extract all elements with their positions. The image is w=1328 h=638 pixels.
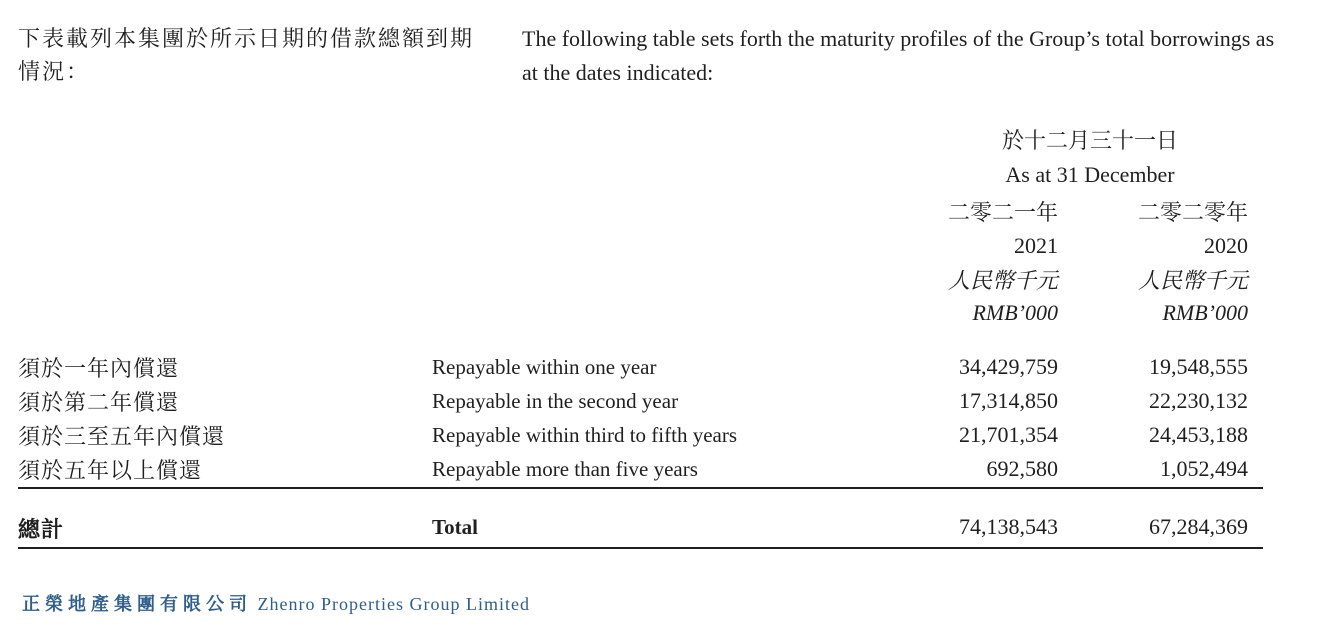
total-label-zh: 總計 [18,517,65,542]
footer-company-zh: 正榮地產集團有限公司 [22,594,252,614]
row-label-zh: 須於三至五年內償還 [18,424,226,449]
row-value-2020: 1,052,494 [1160,456,1248,481]
col-2021-unit-en: RMB’000 [972,300,1058,325]
row-label-en: Repayable within one year [432,355,657,379]
intro-text-en: The following table sets forth the maturity profiles of the Group’s total borrowings as at the dates indicated: [522,26,1275,85]
col-2020-year-zh: 二零二零年 [1137,200,1248,225]
total-rule [18,547,1263,549]
row-label-zh: 須於第二年償還 [18,390,180,415]
row-label-zh: 須於一年內償還 [18,356,180,381]
col-2020-unit-zh: 人民幣千元 [1137,268,1248,293]
total-value-2021: 74,138,543 [959,514,1058,539]
row-value-2020: 22,230,132 [1149,388,1248,413]
row-value-2020: 24,453,188 [1149,422,1248,447]
row-label-en: Repayable in the second year [432,389,679,413]
row-label-en: Repayable within third to fifth years [432,423,738,447]
intro-text-zh: 下表載列本集團於所示日期的借款總額到期情況： [18,26,475,84]
row-value-2021: 692,580 [986,456,1058,481]
group-header-zh: 於十二月三十一日 [1001,128,1178,153]
col-2020-year: 2020 [1204,233,1248,258]
col-2020-unit-en: RMB’000 [1162,300,1248,325]
subtotal-rule [18,487,1263,489]
col-2021-year-zh: 二零二一年 [947,200,1058,225]
row-label-zh: 須於五年以上償還 [18,458,203,483]
row-label-en: Repayable more than five years [432,457,698,481]
group-header-en: As at 31 December [1005,162,1175,187]
row-value-2021: 17,314,850 [959,388,1058,413]
row-value-2020: 19,548,555 [1149,354,1248,379]
col-2021-unit-zh: 人民幣千元 [947,268,1058,293]
col-2021-year: 2021 [1014,233,1058,258]
row-value-2021: 21,701,354 [959,422,1058,447]
page-footer [22,590,530,616]
row-value-2021: 34,429,759 [959,354,1058,379]
footer-company-en: Zhenro Properties Group Limited [257,594,530,614]
total-label-en: Total [432,515,478,539]
total-value-2020: 67,284,369 [1149,514,1248,539]
